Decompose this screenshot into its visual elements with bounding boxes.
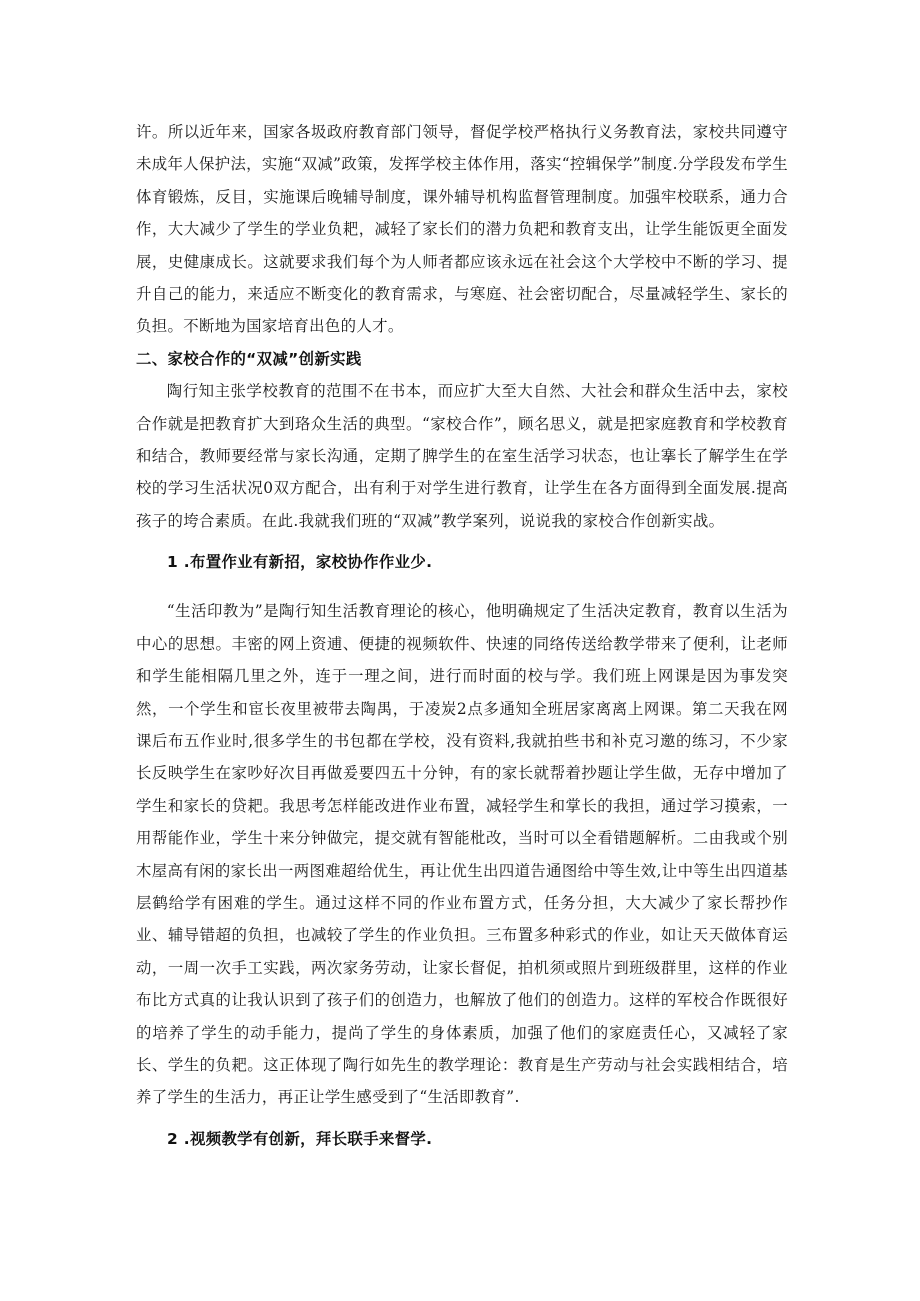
section-paragraph: 陶行知主张学校教育的范围不在书本，而应扩大至大自然、大社会和群众生活中去，家校合作就是把教育扩大到珞众生活的典型。“家校合作”，顾名思义，就是把家庭教育和学校教育和结合，教师要经常与家长沟通，定期了脾学生的在室生活学习状态，也让搴长了解学生在学校的学习生活状况0双方配合，出有利于对学生进行教育，让学生在各方面得到全面发展.提高孩子的垮合素质。在此.我就我们班的“双减”教学案列，说说我的家校合作创新实战。 <box>136 382 788 530</box>
sub-heading-1: 1 .布置作业有新招，家校协作作业少. <box>167 553 433 572</box>
sub-heading-2: 2 .视频教学有创新，拜长联手来督学. <box>167 1129 433 1148</box>
intro-paragraph: 许。所以近年来，国家各圾政府教育部门领导，督促学校严格执行义务教育法，家校共同遵守未成年人保护法，实施“双减”政策，发挥学校主体作用，落实“控辑保学”制度.分学段发布学生体育锻炼，反目，实施课后晚辅导制度，课外辅导机构监督管理制度。加强牢校联系，通力合作，大大减少了学生的学业负耙，减轻了家长们的潜力负耙和教育支出，让学生能饭更全面发展，史健康成长。这就要求我们每个为人师者都应该永远在社会这个大学校中不断的学习、提升自己的能力，来适应不断变化的教育需求，与寒庭、社会密切配合，尽量减轻学生、家长的负担。不断地为国家培育出色的人才。 <box>136 123 788 336</box>
sub-heading-1-paragraph: “生活印教为”是陶行知生活教育理论的核心，他明确规定了生活决定教育，教育以生活为中心的思想。丰密的网上资逋、便捷的视频软件、快速的同络传送给教学带来了便利，让老师和学生能相隔几里之外，连于一理之间，进行而时面的校与学。我们班上网课是因为事发突然，一个学生和宦长夜里被带去陶禺，于凌炭2点多通知全班居家离离上网课。第二天我在网课后布五作业时,很多学生的书包都在学校，没有资料,我就拍些书和补克习邀的练习，不少家长反映学生在家吵好次目再做爰要四五十分钟，有的家长就帮着抄题让学生做，无存中增加了学生和家长的贷耙。我思考怎样能改进作业布置，减轻学生和掌长的我担，通过学习摸索，一用帮能作业，学生十来分钟做完，提交就有智能枇改，当时可以全看错题解析。二由我或个别木屋高有闲的家长出一两图难超给优生，再让优生出四道告通图给中等生效,让中等生出四道基层鹤给学有困难的学生。通过这样不同的作业布置方式，任务分担，大大减少了家长帮抄作业、辅导错超的负担，也减较了学生的作业负担。三布置多种彩式的作业，如让天天做体育运动，一周一次手工实践，两次家务劳动，让家长督促，拍机须或照片到班级群里，这样的作业布比方式真的让我认识到了孩子们的创造力，也解放了他们的创造力。这样的军校合作既很好的培养了学生的动手能力，提尚了学生的身体素质，加强了他们的家庭责任心，又减轻了家长、学生的负耙。这正体现了陶行如先生的教学理论：教育是生产劳动与社会实践相结合，培养了学生的生活力，再正让学生感受到了“生活即教育”. <box>136 602 788 1107</box>
section-heading: 二、家校合作的“双减”创新实践 <box>136 349 362 368</box>
document-body <box>136 116 788 1154</box>
